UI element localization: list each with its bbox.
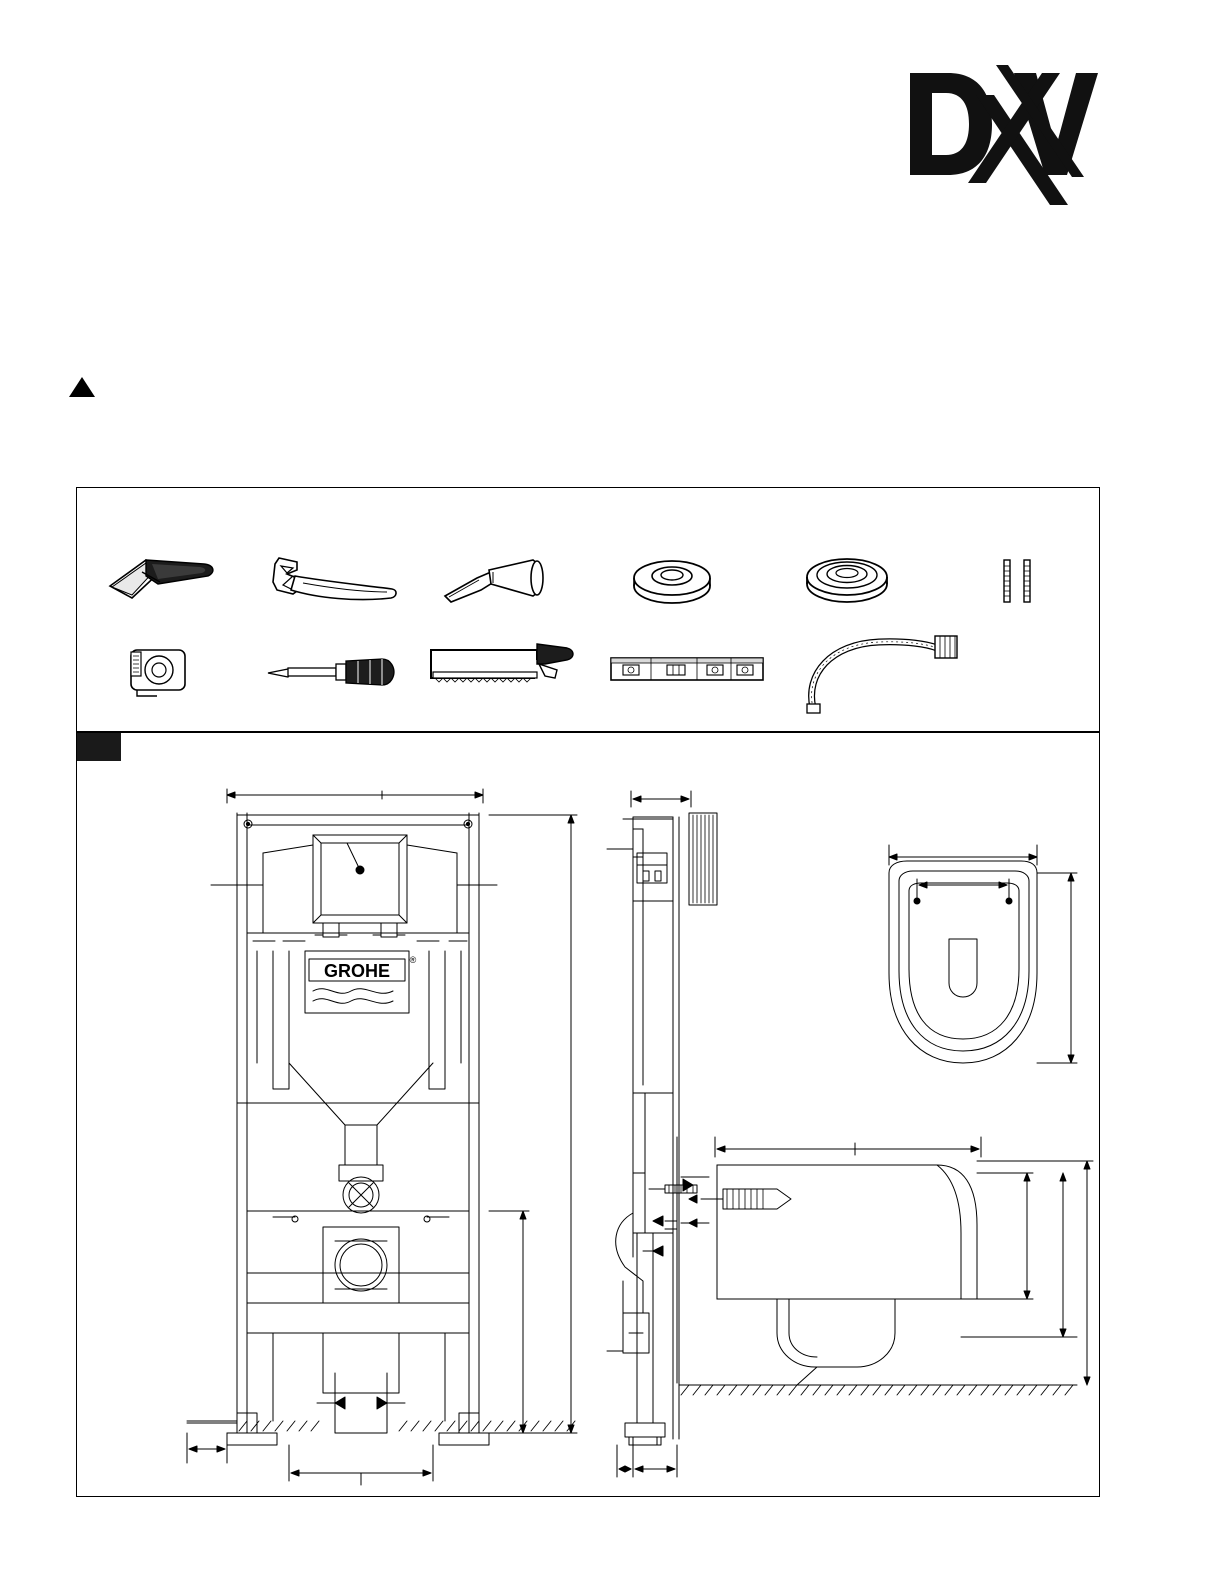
warning-triangle-icon [68,375,96,399]
rubber-gasket-icon [757,536,937,626]
grohe-wordmark: GROHE [323,961,391,981]
wax-ring-icon [587,536,757,626]
bolt-pair-icon [937,536,1097,626]
logo-text [900,215,901,216]
top-plan-view [889,845,1077,1063]
trowel-icon [77,536,247,626]
front-elevation-view [187,789,577,1485]
tools-row-1 [77,536,1099,626]
adjustable-wrench-icon [247,536,417,626]
diagram-canvas [77,733,1099,1496]
level-icon [587,624,787,714]
installation-dimension-drawing [76,732,1100,1497]
screwdriver-icon [247,624,417,714]
dxv-logo [900,55,1120,215]
hacksaw-icon [417,624,587,714]
logo-letter-d [910,73,992,175]
tape-measure-icon [77,624,247,714]
bowl-side-view [677,1137,1093,1385]
caulk-gun-icon [417,536,587,626]
tools-row-2 [77,624,1099,714]
grohe-registered-mark: ® [409,955,417,965]
supply-hose-icon [787,624,967,714]
tools-required-panel [76,487,1100,732]
